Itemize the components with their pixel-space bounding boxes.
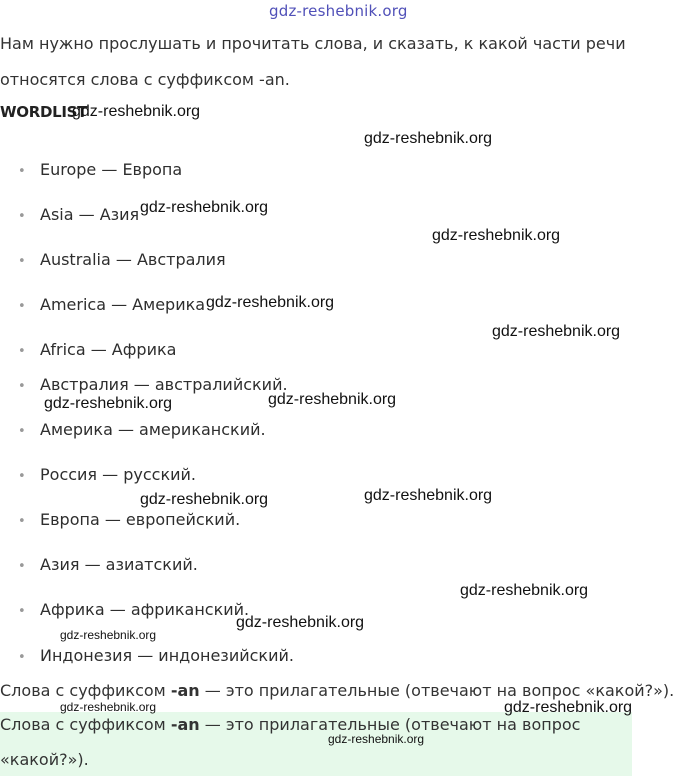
watermark: gdz-reshebnik.org: [140, 491, 269, 508]
list-item: • Africa — Африка: [18, 340, 177, 359]
watermark: gdz-reshebnik.org: [72, 103, 201, 120]
watermark-top: gdz-reshebnik.org: [269, 2, 408, 20]
bullet-icon: •: [18, 164, 26, 179]
bullet-icon: •: [18, 344, 26, 359]
answer-text: Слова с суффиксом -an — это прилагательные (отвечают на вопрос «какой?»).: [0, 681, 675, 700]
bullet-icon: •: [18, 469, 26, 484]
wordlist-heading: WORDLIST: [0, 103, 88, 121]
intro-line-1: Нам нужно прослушать и прочитать слова, и сказать, к какой части речи: [0, 34, 626, 53]
bullet-icon: •: [18, 514, 26, 529]
watermark: gdz-reshebnik.org: [44, 395, 173, 412]
watermark: gdz-reshebnik.org: [236, 614, 365, 631]
list-item: • Индонезия — индонезийский.: [18, 646, 294, 665]
list-item: • Europe — Европа: [18, 160, 183, 179]
watermark: gdz-reshebnik.org: [492, 323, 621, 340]
watermark: gdz-reshebnik.org: [60, 628, 157, 642]
watermark: gdz-reshebnik.org: [432, 227, 561, 244]
answer-highlight-box: [0, 712, 632, 776]
watermark: gdz-reshebnik.org: [60, 700, 157, 714]
bullet-icon: •: [18, 254, 26, 269]
list-item: • Asia — Азия: [18, 205, 140, 224]
list-item: • Европа — европейский.: [18, 510, 241, 529]
bullet-icon: •: [18, 379, 26, 394]
watermark: gdz-reshebnik.org: [364, 130, 493, 147]
list-item: • Австралия — австралийский.: [18, 375, 288, 394]
watermark: gdz-reshebnik.org: [364, 487, 493, 504]
list-item: • Америка — американский.: [18, 420, 266, 439]
bullet-icon: •: [18, 559, 26, 574]
watermark: gdz-reshebnik.org: [140, 199, 269, 216]
answer-box-line-2: «какой?»).: [0, 750, 89, 769]
bullet-icon: •: [18, 424, 26, 439]
bullet-icon: •: [18, 209, 26, 224]
bullet-icon: •: [18, 650, 26, 665]
watermark: gdz-reshebnik.org: [206, 294, 335, 311]
list-item: • Australia — Австралия: [18, 250, 226, 269]
watermark: gdz-reshebnik.org: [268, 391, 397, 408]
watermark: gdz-reshebnik.org: [504, 699, 633, 716]
list-item: • America — Америка: [18, 295, 206, 314]
watermark: gdz-reshebnik.org: [460, 582, 589, 599]
answer-box-line-1: Слова с суффиксом -an — это прилагательные (отвечают на вопрос: [0, 715, 581, 734]
list-item: • Азия — азиатский.: [18, 555, 198, 574]
bullet-icon: •: [18, 299, 26, 314]
list-item: • Африка — африканский.: [18, 600, 250, 619]
list-item: • Россия — русский.: [18, 465, 196, 484]
intro-line-2: относятся слова с суффиксом -an.: [0, 70, 290, 89]
watermark: gdz-reshebnik.org: [328, 732, 425, 746]
bullet-icon: •: [18, 604, 26, 619]
